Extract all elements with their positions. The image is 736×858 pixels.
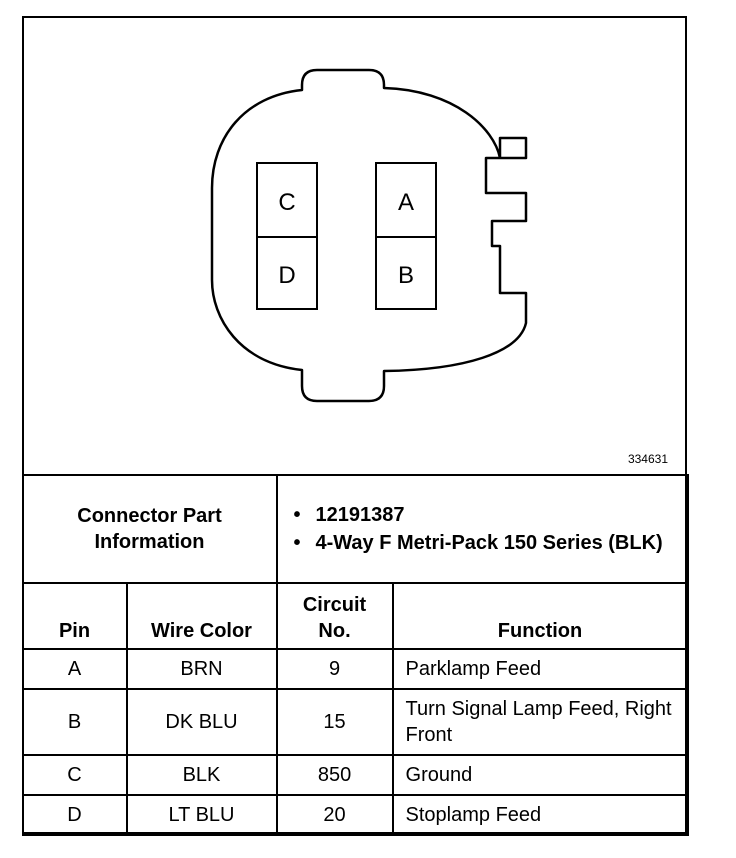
cell-function: Stoplamp Feed bbox=[393, 795, 688, 835]
cell-pin: A bbox=[23, 649, 127, 689]
table-row bbox=[23, 649, 688, 689]
cell-wire-color: BRN bbox=[127, 649, 277, 689]
cell-pin: C bbox=[23, 755, 127, 795]
cell-function: Ground bbox=[393, 755, 688, 795]
part-number: 12191387 bbox=[315, 504, 405, 526]
cell-function: Turn Signal Lamp Feed, Right Front bbox=[393, 689, 688, 755]
table-row bbox=[23, 689, 688, 755]
connector-info-label: Connector Part Information bbox=[23, 475, 277, 583]
cell-circuit-no: 20 bbox=[277, 795, 393, 835]
cell-wire-color: LT BLU bbox=[127, 795, 277, 835]
header-function: Function bbox=[393, 583, 688, 649]
cell-circuit-no: 15 bbox=[277, 689, 393, 755]
connector-type: 4-Way F Metri-Pack 150 Series (BLK) bbox=[315, 532, 663, 554]
bullet-icon: • bbox=[293, 532, 301, 554]
cell-pin: B bbox=[23, 689, 127, 755]
header-circuit-no: Circuit No. bbox=[277, 583, 393, 649]
pin-label-b: B bbox=[397, 262, 415, 289]
table-header-row bbox=[23, 583, 688, 649]
cell-wire-color: DK BLU bbox=[127, 689, 277, 755]
connector-info-item bbox=[293, 501, 687, 529]
connector-sheet bbox=[22, 16, 687, 834]
figure-id: 334631 bbox=[627, 452, 668, 466]
bullet-icon: • bbox=[293, 504, 301, 526]
header-pin: Pin bbox=[23, 583, 127, 649]
cell-circuit-no: 850 bbox=[277, 755, 393, 795]
table-row bbox=[23, 795, 688, 835]
connector-housing-outline bbox=[212, 70, 526, 401]
cell-pin: D bbox=[23, 795, 127, 835]
header-wire-color: Wire Color bbox=[127, 583, 277, 649]
cell-circuit-no: 9 bbox=[277, 649, 393, 689]
connector-info-list bbox=[277, 475, 688, 583]
connector-diagram bbox=[24, 18, 684, 476]
pin-label-a: A bbox=[397, 189, 415, 216]
connector-info-row bbox=[23, 475, 688, 583]
connector-info-item bbox=[293, 529, 687, 557]
table-row bbox=[23, 755, 688, 795]
pin-label-d: D bbox=[278, 262, 296, 289]
cell-wire-color: BLK bbox=[127, 755, 277, 795]
pin-label-c: C bbox=[278, 189, 296, 216]
connector-face-drawing bbox=[24, 18, 684, 476]
connector-table bbox=[22, 474, 689, 836]
cell-function: Parklamp Feed bbox=[393, 649, 688, 689]
